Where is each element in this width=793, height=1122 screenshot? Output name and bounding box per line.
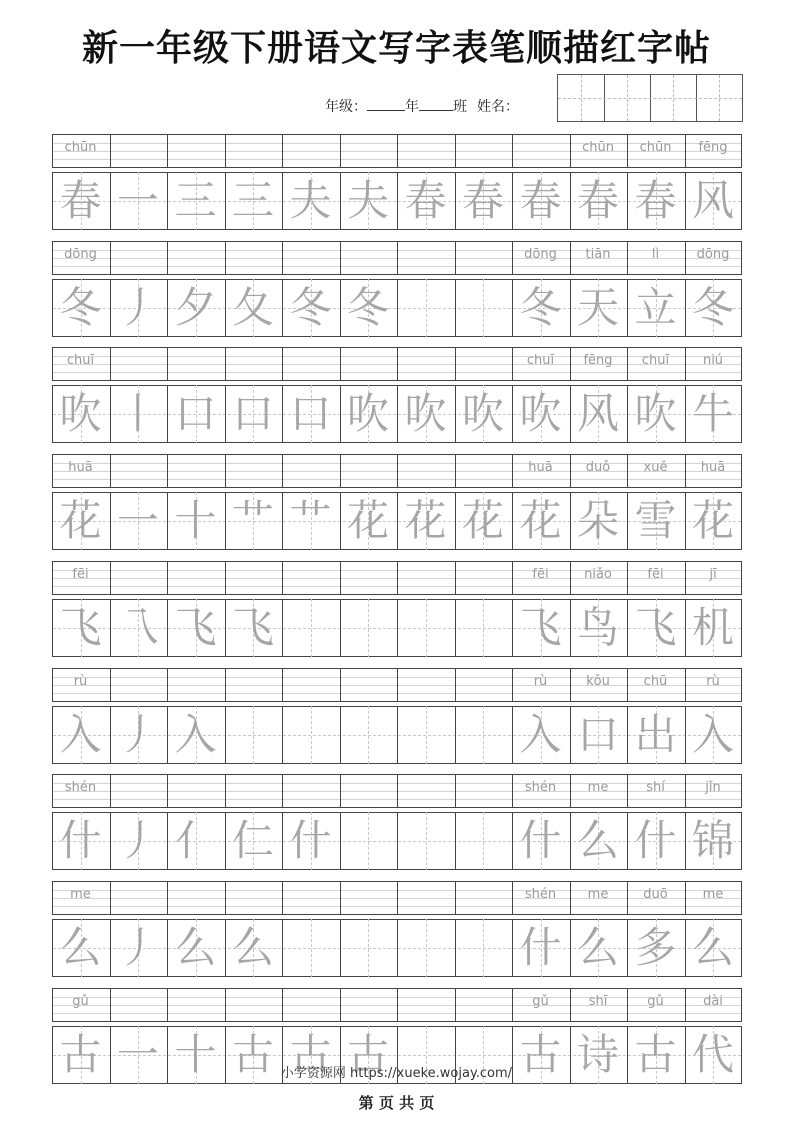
pinyin-cell: me [702, 886, 724, 902]
trace-character-cell[interactable]: 夫 [346, 176, 389, 225]
pinyin-cell [282, 565, 339, 585]
pinyin-cell: chuī [526, 353, 555, 369]
trace-character-cell[interactable]: 鸟 [576, 602, 619, 652]
trace-character-cell[interactable]: 多 [634, 922, 677, 972]
trace-character-cell[interactable]: 仁 [231, 816, 274, 866]
pinyin-cell [225, 885, 282, 905]
pinyin-cell [340, 885, 397, 905]
trace-character-cell[interactable]: 古 [634, 1029, 677, 1079]
grade-label: 年级： [325, 99, 367, 115]
trace-character-cell[interactable]: 雪 [634, 496, 677, 546]
pinyin-cell [455, 138, 512, 158]
trace-character-cell[interactable]: 艹 [289, 496, 332, 546]
trace-character-cell[interactable]: 一 [116, 1029, 159, 1079]
pinyin-cell: duō [643, 886, 668, 902]
pinyin-cell [455, 778, 512, 798]
pinyin-cell [225, 565, 282, 585]
student-info-line [325, 96, 519, 116]
name-label: 姓名： [477, 99, 519, 115]
pinyin-cell: fēng [698, 140, 728, 155]
trace-character-cell[interactable]: 飞 [519, 602, 562, 652]
trace-character-cell[interactable]: 春 [59, 176, 102, 225]
pinyin-cell [167, 778, 224, 798]
pinyin-cell: fēi [647, 566, 664, 582]
trace-character-cell[interactable]: 入 [519, 709, 562, 759]
pinyin-cell [455, 565, 512, 585]
pinyin-cell: dōng [524, 246, 557, 262]
pinyin-cell: shén [64, 780, 97, 796]
trace-character-cell[interactable]: 风 [576, 389, 619, 439]
trace-character-cell[interactable]: 一 [116, 496, 159, 546]
pinyin-cell [397, 778, 454, 798]
pinyin-cell: rù [533, 673, 548, 689]
pinyin-cell [455, 992, 512, 1012]
pinyin-cell: fēng [583, 353, 613, 369]
pinyin-cell [340, 672, 397, 692]
trace-character-cell[interactable]: 丿 [116, 709, 159, 759]
trace-character-cell[interactable]: 花 [691, 496, 734, 546]
trace-character-cell[interactable] [397, 812, 454, 870]
trace-character-cell[interactable]: 丿 [116, 816, 159, 866]
trace-character-cell[interactable] [340, 706, 397, 764]
pinyin-cell: rù [706, 673, 720, 689]
pinyin-cell [340, 992, 397, 1012]
practice-row [52, 774, 742, 871]
pinyin-cell [397, 565, 454, 585]
pinyin-cell [455, 245, 512, 265]
trace-character-cell[interactable]: 飞 [634, 602, 677, 652]
trace-character-cell[interactable]: 吹 [346, 389, 389, 439]
practice-row [52, 668, 742, 765]
pinyin-cell [225, 458, 282, 478]
pinyin-cell [167, 138, 224, 158]
pinyin-cell [225, 672, 282, 692]
trace-character-cell[interactable]: 朵 [576, 496, 619, 546]
pinyin-cell: me [587, 886, 609, 902]
trace-character-cell[interactable]: 什 [519, 816, 562, 866]
trace-character-cell[interactable]: 花 [404, 496, 447, 546]
trace-character-cell[interactable]: 一 [116, 176, 159, 225]
pinyin-cell [397, 992, 454, 1012]
practice-row [52, 134, 742, 231]
pinyin-cell: shī [588, 993, 608, 1009]
pinyin-cell: chuī [641, 353, 670, 369]
trace-character-cell[interactable]: 花 [519, 496, 562, 546]
pinyin-cell: dōng [696, 246, 730, 262]
pinyin-cell [397, 245, 454, 265]
pinyin-cell [282, 245, 339, 265]
pinyin-cell: chū [643, 673, 668, 689]
trace-character-cell[interactable] [397, 279, 454, 337]
trace-character-cell[interactable]: 么 [691, 922, 734, 972]
pinyin-cell [282, 992, 339, 1012]
trace-character-cell[interactable]: 春 [404, 176, 447, 225]
trace-character-cell[interactable] [282, 919, 339, 977]
practice-row [52, 347, 742, 444]
pinyin-cell [282, 458, 339, 478]
trace-character-cell[interactable]: 夂 [231, 282, 274, 332]
trace-character-cell[interactable]: 风 [691, 176, 734, 225]
pinyin-cell [282, 351, 339, 371]
trace-character-cell[interactable]: 夕 [174, 282, 217, 332]
trace-character-cell[interactable]: 么 [174, 922, 217, 972]
pinyin-cell: huā [700, 460, 726, 476]
pinyin-cell [512, 138, 569, 158]
pinyin-cell [282, 138, 339, 158]
trace-character-cell[interactable]: 春 [461, 176, 504, 225]
watermark-text: 小学资源网 https://xueke.wojay.com/ [280, 1066, 513, 1081]
trace-character-cell[interactable]: 什 [289, 816, 332, 866]
trace-character-cell[interactable]: 冬 [346, 282, 389, 332]
trace-character-cell[interactable]: 出 [634, 709, 677, 759]
pinyin-cell: jī [709, 566, 717, 582]
pinyin-cell: huā [68, 460, 93, 476]
pinyin-cell [282, 672, 339, 692]
pinyin-cell [225, 778, 282, 798]
trace-character-cell[interactable]: 口 [289, 389, 332, 439]
trace-character-cell[interactable]: 丿 [116, 922, 159, 972]
pinyin-cell [340, 245, 397, 265]
trace-character-cell[interactable]: 什 [519, 922, 562, 972]
pinyin-cell: tiān [585, 246, 611, 262]
trace-character-cell[interactable]: 古 [289, 1029, 332, 1079]
trace-character-cell[interactable]: 代 [691, 1029, 734, 1079]
trace-character-cell[interactable]: 么 [576, 922, 619, 972]
trace-character-cell[interactable] [397, 919, 454, 977]
pinyin-cell [340, 351, 397, 371]
pinyin-cell: lì [651, 246, 660, 262]
trace-character-cell[interactable]: 入 [691, 709, 734, 759]
pinyin-cell: fēi [72, 566, 89, 582]
trace-character-cell[interactable]: 三 [174, 176, 217, 225]
pinyin-cell [397, 458, 454, 478]
trace-character-cell[interactable] [455, 599, 512, 657]
trace-character-cell[interactable]: 花 [346, 496, 389, 546]
trace-character-cell[interactable]: 冬 [289, 282, 332, 332]
pinyin-cell: chuī [66, 353, 95, 369]
pinyin-cell: gǔ [647, 993, 664, 1009]
trace-character-cell[interactable] [225, 706, 282, 764]
pinyin-cell [397, 138, 454, 158]
trace-character-cell[interactable] [455, 279, 512, 337]
pinyin-cell [167, 565, 224, 585]
pinyin-cell [397, 351, 454, 371]
trace-character-cell[interactable]: 十 [174, 1029, 217, 1079]
trace-character-cell[interactable] [340, 919, 397, 977]
pinyin-cell: dài [703, 993, 723, 1009]
trace-character-cell[interactable]: 锦 [691, 816, 734, 866]
pinyin-cell [282, 778, 339, 798]
trace-character-cell[interactable]: 入 [174, 709, 217, 759]
pinyin-cell [397, 885, 454, 905]
trace-character-cell[interactable] [455, 812, 512, 870]
pinyin-cell [340, 565, 397, 585]
pinyin-cell: huā [528, 460, 553, 476]
trace-character-cell[interactable]: 春 [519, 176, 562, 225]
pinyin-cell [282, 885, 339, 905]
trace-character-cell[interactable]: 花 [461, 496, 504, 546]
year-label: 年 [405, 99, 419, 115]
pinyin-cell [225, 245, 282, 265]
pinyin-cell [455, 351, 512, 371]
practice-row [52, 454, 742, 551]
pinyin-cell: jǐn [705, 780, 721, 796]
trace-character-cell[interactable]: 口 [231, 389, 274, 439]
page-title: 新一年级下册语文写字表笔顺描红字帖 [81, 28, 711, 69]
pinyin-cell [455, 672, 512, 692]
trace-character-cell[interactable]: 冬 [519, 282, 562, 332]
trace-character-cell[interactable] [282, 599, 339, 657]
pinyin-cell [110, 885, 167, 905]
practice-row [52, 241, 742, 338]
trace-character-cell[interactable]: 花 [59, 496, 102, 546]
trace-character-cell[interactable]: 冬 [59, 282, 102, 332]
pinyin-cell: niǎo [584, 566, 612, 582]
trace-character-cell[interactable]: 古 [231, 1029, 274, 1079]
pinyin-cell [167, 458, 224, 478]
pinyin-cell [340, 138, 397, 158]
pinyin-cell [110, 458, 167, 478]
trace-character-cell[interactable]: 飞 [231, 602, 274, 652]
trace-character-cell[interactable]: 什 [634, 816, 677, 866]
pinyin-cell: shén [524, 780, 557, 796]
pinyin-cell: rù [73, 673, 88, 689]
trace-character-cell[interactable]: 诗 [576, 1029, 619, 1079]
trace-character-cell[interactable] [340, 812, 397, 870]
trace-character-cell[interactable]: 夫 [289, 176, 332, 225]
pinyin-cell [455, 458, 512, 478]
pinyin-cell [340, 778, 397, 798]
pinyin-cell [167, 245, 224, 265]
trace-character-cell[interactable] [397, 599, 454, 657]
trace-character-cell[interactable]: 入 [59, 709, 102, 759]
trace-character-cell[interactable]: 十 [174, 496, 217, 546]
trace-character-cell[interactable]: 飞 [174, 602, 217, 652]
pinyin-cell: fēi [532, 566, 549, 582]
practice-row [52, 561, 742, 658]
page-footer: 第 页 共 页 [358, 1094, 435, 1112]
pinyin-cell [110, 565, 167, 585]
trace-character-cell[interactable]: 牛 [691, 389, 734, 439]
trace-character-cell[interactable]: 吹 [404, 389, 447, 439]
trace-character-cell[interactable]: 春 [634, 176, 677, 225]
trace-character-cell[interactable]: 么 [59, 922, 102, 972]
practice-row [52, 881, 742, 978]
pinyin-cell: xuě [643, 460, 668, 476]
pinyin-cell: me [587, 780, 609, 796]
trace-character-cell[interactable]: 古 [346, 1029, 389, 1079]
pinyin-cell [167, 885, 224, 905]
trace-character-cell[interactable]: 三 [231, 176, 274, 225]
trace-character-cell[interactable]: 冬 [691, 282, 734, 332]
pinyin-cell: me [70, 886, 91, 902]
pinyin-cell [110, 992, 167, 1012]
trace-character-cell[interactable] [455, 706, 512, 764]
trace-character-cell[interactable] [397, 706, 454, 764]
trace-character-cell[interactable] [282, 706, 339, 764]
trace-character-cell[interactable]: 春 [576, 176, 619, 225]
pinyin-cell [225, 992, 282, 1012]
pinyin-cell: kǒu [586, 673, 610, 689]
trace-character-cell[interactable]: 吹 [519, 389, 562, 439]
trace-character-cell[interactable]: 机 [691, 602, 734, 652]
pinyin-cell: shén [524, 886, 557, 902]
pinyin-cell: duǒ [585, 460, 611, 476]
grade-blank[interactable] [367, 96, 405, 111]
pinyin-cell: gǔ [532, 993, 549, 1009]
pinyin-cell [110, 138, 167, 158]
pinyin-cell [110, 245, 167, 265]
trace-character-cell[interactable] [340, 599, 397, 657]
pinyin-cell [340, 458, 397, 478]
pinyin-cell: chūn [639, 140, 672, 155]
pinyin-cell [167, 672, 224, 692]
trace-character-cell[interactable]: 古 [59, 1029, 102, 1079]
trace-character-cell[interactable]: 天 [576, 282, 619, 332]
name-writing-box[interactable] [557, 74, 743, 122]
trace-character-cell[interactable]: 么 [576, 816, 619, 866]
trace-character-cell[interactable]: 飞 [59, 602, 102, 652]
trace-character-cell[interactable]: 吹 [634, 389, 677, 439]
pinyin-cell: dōng [64, 246, 97, 262]
pinyin-cell: chūn [582, 140, 614, 155]
trace-character-cell[interactable]: 吹 [59, 389, 102, 439]
trace-character-cell[interactable]: 艹 [231, 496, 274, 546]
trace-character-cell[interactable]: 丿 [116, 282, 159, 332]
pinyin-cell: shí [646, 780, 665, 796]
class-blank[interactable] [419, 96, 453, 111]
pinyin-cell [110, 778, 167, 798]
class-label: 班 [453, 99, 467, 115]
trace-character-cell[interactable] [455, 919, 512, 977]
pinyin-cell: niú [702, 353, 724, 369]
pinyin-cell [110, 672, 167, 692]
trace-character-cell[interactable]: 吹 [461, 389, 504, 439]
pinyin-cell [225, 351, 282, 371]
pinyin-cell: gǔ [72, 993, 89, 1009]
pinyin-cell: chūn [64, 140, 97, 155]
trace-character-cell[interactable]: 亻 [174, 816, 217, 866]
pinyin-cell [455, 885, 512, 905]
pinyin-cell [167, 351, 224, 371]
trace-character-cell[interactable]: 口 [576, 709, 619, 759]
trace-character-cell[interactable]: 丨 [116, 389, 159, 439]
trace-character-cell[interactable]: 么 [231, 922, 274, 972]
trace-character-cell[interactable]: 乁 [116, 602, 159, 652]
pinyin-cell [397, 672, 454, 692]
pinyin-cell [225, 138, 282, 158]
trace-character-cell[interactable]: 口 [174, 389, 217, 439]
trace-character-cell[interactable]: 什 [59, 816, 102, 866]
trace-character-cell[interactable]: 古 [519, 1029, 562, 1079]
pinyin-cell [110, 351, 167, 371]
trace-character-cell[interactable]: 立 [634, 282, 677, 332]
pinyin-cell [167, 992, 224, 1012]
